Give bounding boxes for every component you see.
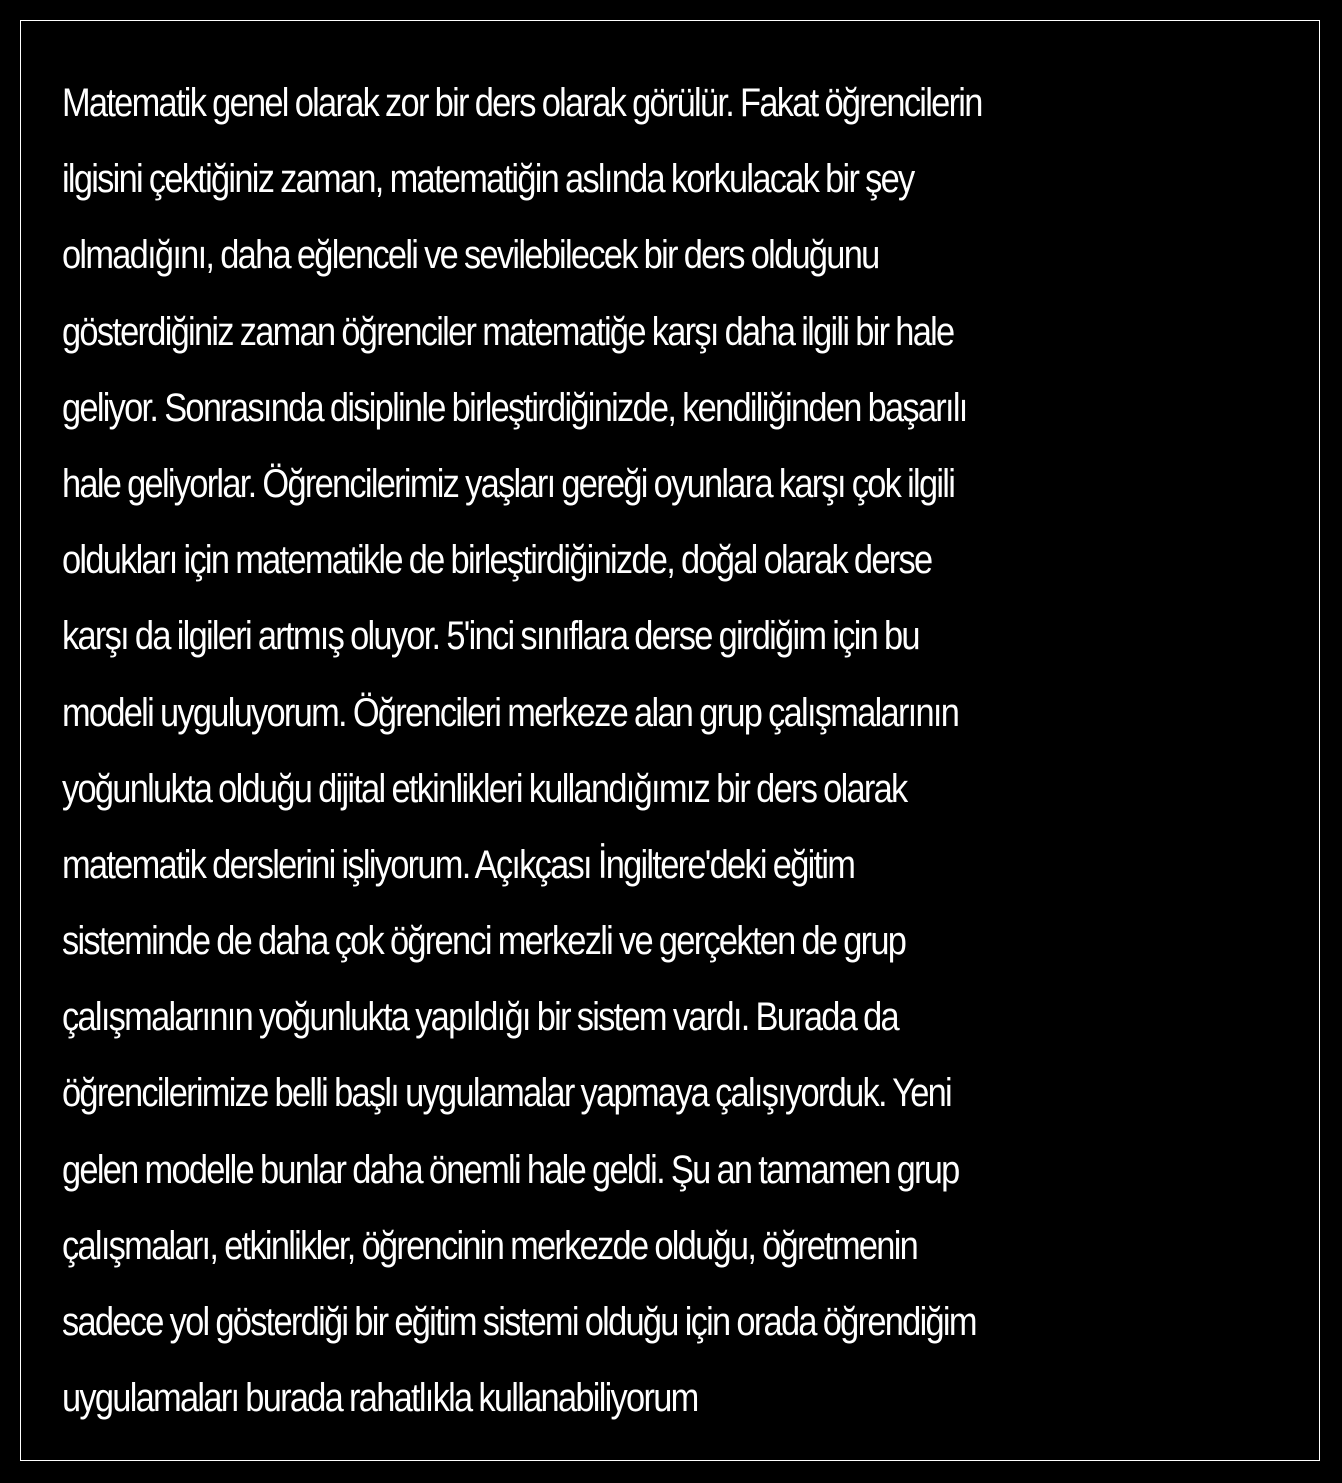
- paragraph-line: gösterdiğiniz zaman öğrenciler matematiğe karşı daha ilgili bir hale: [62, 309, 954, 354]
- paragraph-line: hale geliyorlar. Öğrencilerimiz yaşları gereği oyunlara karşı çok ilgili: [62, 461, 955, 506]
- paragraph-line: modeli uyguluyorum. Öğrencileri merkeze alan grup çalışmalarının: [62, 690, 959, 735]
- paragraph-line: olmadığını, daha eğlenceli ve sevilebilecek bir ders olduğunu: [62, 233, 879, 278]
- paragraph-line: ilgisini çektiğiniz zaman, matematiğin aslında korkulacak bir şey: [62, 157, 914, 202]
- paragraph-line: karşı da ilgileri artmış oluyor. 5'inci sınıflara derse girdiğim için bu: [62, 614, 919, 659]
- paragraph-line: Matematik genel olarak zor bir ders olarak görülür. Fakat öğrencilerin: [62, 81, 982, 125]
- paragraph-line: geliyor. Sonrasında disiplinle birleştirdiğinizde, kendiliğinden başarılı: [62, 385, 967, 430]
- quote-paragraph: [62, 70, 1282, 1441]
- paragraph-line: yoğunlukta olduğu dijital etkinlikleri kullandığımız bir ders olarak: [62, 766, 907, 811]
- paragraph-line: öğrencilerimize belli başlı uygulamalar yapmaya çalışıyorduk. Yeni: [62, 1071, 951, 1116]
- paragraph-line: gelen modelle bunlar daha önemli hale geldi. Şu an tamamen grup: [62, 1147, 959, 1192]
- paragraph-line: çalışmalarının yoğunlukta yapıldığı bir sistem vardı. Burada da: [62, 995, 898, 1040]
- paragraph-line: uygulamaları burada rahatlıkla kullanabiliyorum: [62, 1376, 698, 1421]
- paragraph-line: oldukları için matematikle de birleştirdiğinizde, doğal olarak derse: [62, 538, 932, 583]
- paragraph-line: sadece yol gösterdiği bir eğitim sistemi olduğu için orada öğrendiğim: [62, 1300, 976, 1344]
- paragraph-line: çalışmaları, etkinlikler, öğrencinin merkezde olduğu, öğretmenin: [62, 1223, 918, 1268]
- paragraph-line: matematik derslerini işliyorum. Açıkçası İngiltere'deki eğitim: [62, 842, 855, 887]
- paragraph-line: sisteminde de daha çok öğrenci merkezli ve gerçekten de grup: [62, 919, 906, 964]
